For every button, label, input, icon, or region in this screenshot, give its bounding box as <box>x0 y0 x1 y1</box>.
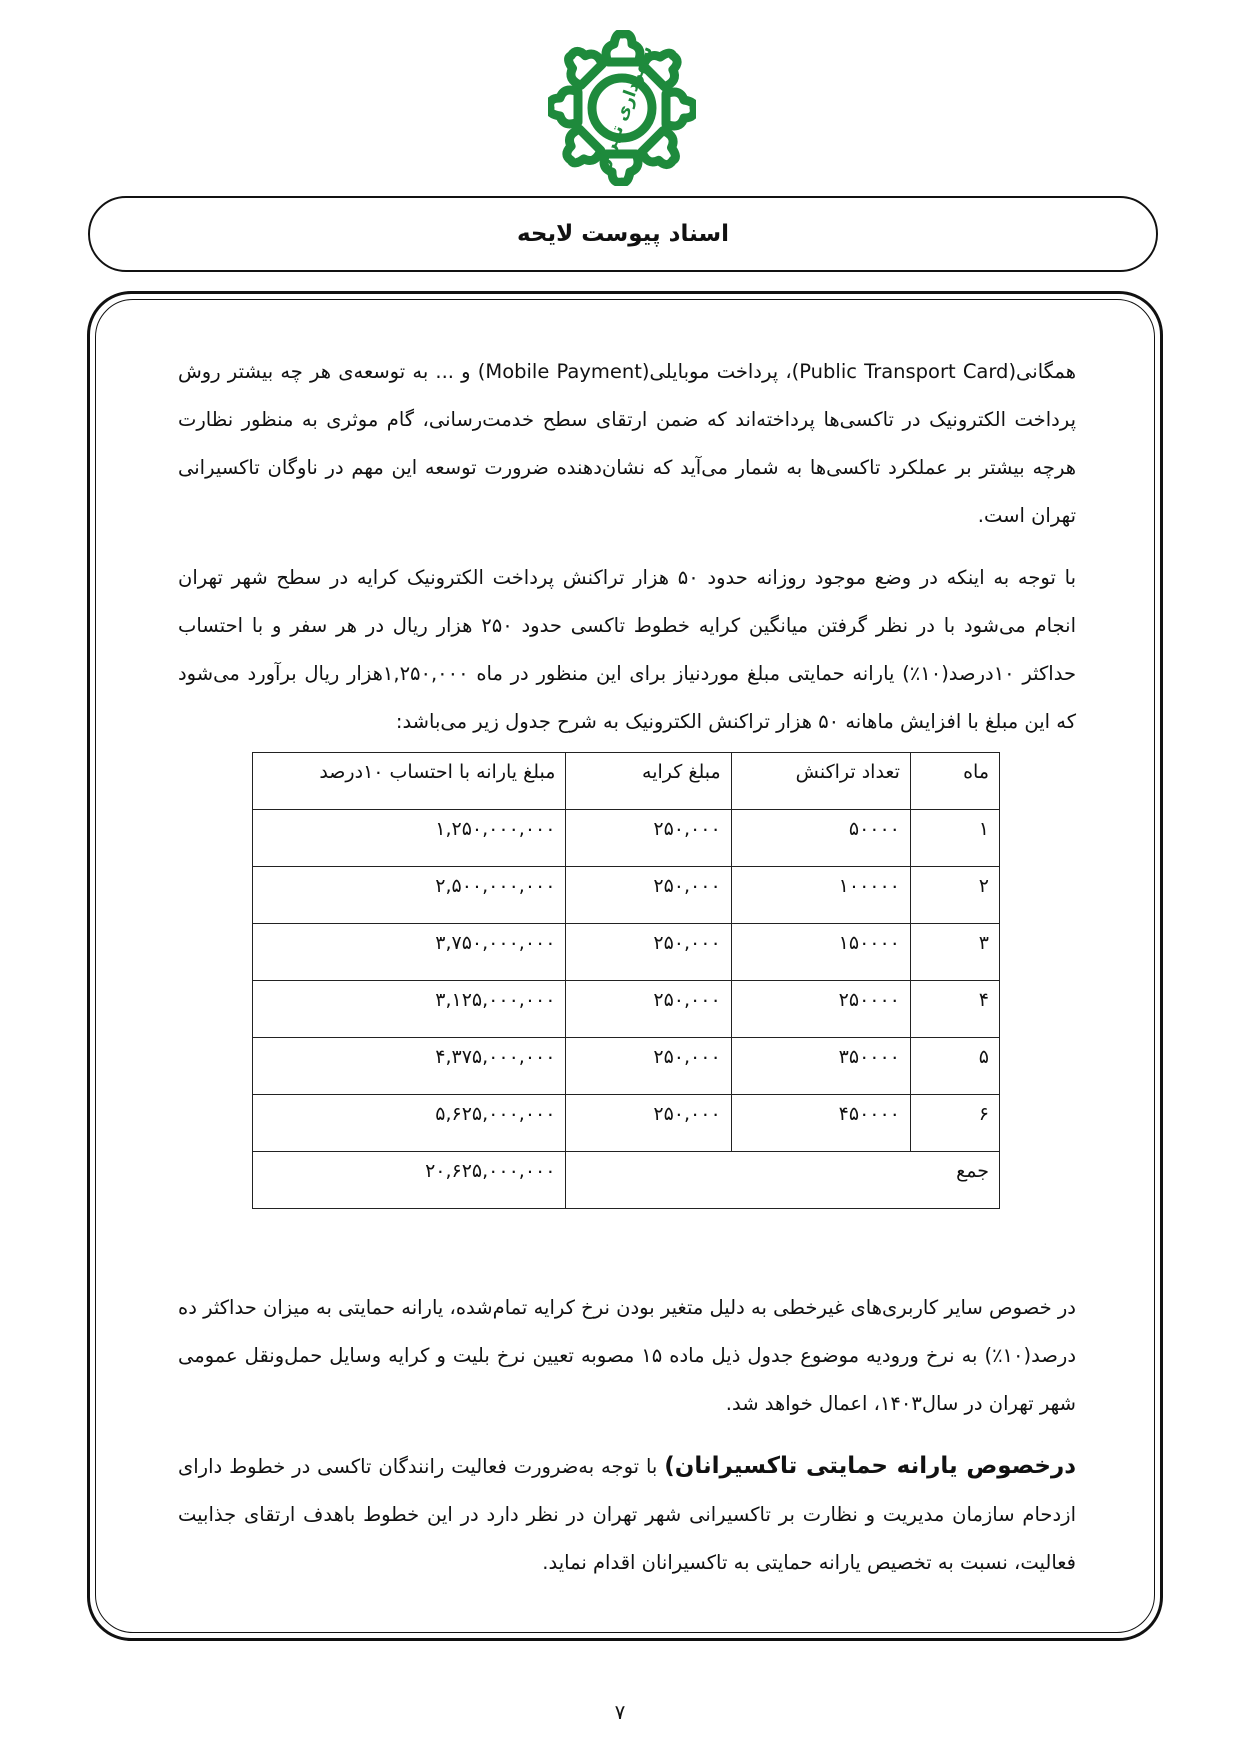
cell-subsidy: ۳,۷۵۰,۰۰۰,۰۰۰ <box>253 924 566 981</box>
cell-fare: ۲۵۰,۰۰۰ <box>566 981 731 1038</box>
cell-month: ۱ <box>910 810 999 867</box>
cell-fare: ۲۵۰,۰۰۰ <box>566 924 731 981</box>
cell-subsidy: ۲,۵۰۰,۰۰۰,۰۰۰ <box>253 867 566 924</box>
cell-transactions: ۴۵۰۰۰۰ <box>731 1095 910 1152</box>
p1-text-a: همگانی( <box>1008 360 1076 383</box>
paragraph-non-line-usages: در خصوص سایر کاربری‌های غیرخطی به دلیل متغیر بودن نرخ کرایه تمام‌شده، یارانه حمایتی به میزان حداکثر ده درصد(۱۰٪) به نرخ ورودیه موضوع جدول ذیل ماده ۱۵ مصوبه تعیین نرخ بلیت و کرایه وسایل حمل‌ونقل عمومی شهر تهران در سال۱۴۰۳، اعمال خواهد شد. <box>178 1296 1077 1415</box>
cell-transactions: ۵۰۰۰۰ <box>731 810 910 867</box>
header-subsidy: مبلغ یارانه با احتساب ۱۰درصد <box>253 753 566 810</box>
cell-fare: ۲۵۰,۰۰۰ <box>566 1095 731 1152</box>
section-lead-heading: درخصوص یارانه حمایتی تاکسیرانان) <box>664 1453 1076 1479</box>
p1-text-b: )، پرداخت موبایلی( <box>641 360 800 383</box>
paragraph-subsidy-estimate: با توجه به اینکه در وضع موجود روزانه حدود ۵۰ هزار تراکنش پرداخت الکترونیک کرایه در سطح شهر تهران انجام می‌شود با در نظر گرفتن میانگین کرایه خطوط تاکسی حدود ۲۵۰ هزار ریال در هر سفر و با احتساب حداکثر ۱۰درصد(۱۰٪) یارانه حمایتی مبلغ موردنیاز برای این منظور در ماه ۱,۲۵۰,۰۰۰هزار ریال برآورد می‌شود که این مبلغ با افزایش ماهانه ۵۰ هزار تراکنش الکترونیک به شرح جدول زیر می‌باشد: <box>178 566 1077 733</box>
cell-fare: ۲۵۰,۰۰۰ <box>566 1038 731 1095</box>
cell-subsidy: ۴,۳۷۵,۰۰۰,۰۰۰ <box>253 1038 566 1095</box>
cell-subsidy: ۵,۶۲۵,۰۰۰,۰۰۰ <box>253 1095 566 1152</box>
cell-month: ۳ <box>910 924 999 981</box>
logo-lobe <box>560 43 604 87</box>
total-value: ۲۰,۶۲۵,۰۰۰,۰۰۰ <box>253 1152 566 1209</box>
table-row <box>253 1095 1000 1152</box>
p1-text-c: ) و ... به توسعه‌ی هر چه بیشتر روش پرداخت الکترونیک در تاکسی‌ها پرداخته‌اند که ضمن ارتقای سطح خدمت‌رسانی، گام موثری به منظور نظارت هرچه بیشتر بر عملکرد تاکسی‌ها به شمار می‌آید که نشان‌دهنده ضرورت توسعه این مهم در ناوگان تاکسیرانی تهران است. <box>178 360 1076 527</box>
cell-month: ۶ <box>910 1095 999 1152</box>
header-fare: مبلغ کرایه <box>566 753 731 810</box>
subsidy-table <box>252 752 1000 1209</box>
table-row <box>253 867 1000 924</box>
cell-transactions: ۲۵۰۰۰۰ <box>731 981 910 1038</box>
cell-transactions: ۳۵۰۰۰۰ <box>731 1038 910 1095</box>
cell-fare: ۲۵۰,۰۰۰ <box>566 810 731 867</box>
header-transactions: تعداد تراکنش <box>731 753 910 810</box>
header-month: ماه <box>910 753 999 810</box>
document-title: اسناد پیوست لایحه <box>516 221 730 247</box>
cell-month: ۵ <box>910 1038 999 1095</box>
logo-calligraphy: شهرداری تهران <box>592 43 657 175</box>
tehran-municipality-logo <box>548 30 696 186</box>
term-mobile-payment: Mobile Payment <box>485 360 642 383</box>
cell-month: ۴ <box>910 981 999 1038</box>
cell-transactions: ۱۰۰۰۰۰ <box>731 867 910 924</box>
paragraph-electronic-payment <box>178 348 1076 540</box>
logo-lobe <box>666 92 694 126</box>
term-public-transport-card: Public Transport Card <box>799 360 1009 383</box>
cell-subsidy: ۳,۱۲۵,۰۰۰,۰۰۰ <box>253 981 566 1038</box>
total-label: جمع <box>566 1152 1000 1209</box>
logo-lobe <box>640 129 684 173</box>
page-number: ۷ <box>614 1700 626 1724</box>
cell-month: ۲ <box>910 867 999 924</box>
logo-lobe <box>550 90 578 124</box>
table-row <box>253 924 1000 981</box>
p4-body: با توجه به‌ضرورت فعالیت رانندگان تاکسی در خطوط دارای ازدحام سازمان مدیریت و نظارت بر تاکسیرانی شهر تهران در نظر دارد در این خطوط باهدف ارتقای جذابیت فعالیت، نسبت به تخصیص یارانه حمایتی به تاکسیرانان اقدام نماید. <box>178 1455 1076 1574</box>
cell-subsidy: ۱,۲۵۰,۰۰۰,۰۰۰ <box>253 810 566 867</box>
cell-transactions: ۱۵۰۰۰۰ <box>731 924 910 981</box>
table-header-row <box>253 753 1000 810</box>
paragraph-driver-subsidy <box>178 1442 1076 1587</box>
table-row <box>253 810 1000 867</box>
title-banner <box>88 196 1158 272</box>
table-row <box>253 1038 1000 1095</box>
cell-fare: ۲۵۰,۰۰۰ <box>566 867 731 924</box>
table-row <box>253 981 1000 1038</box>
table-total-row <box>253 1152 1000 1209</box>
